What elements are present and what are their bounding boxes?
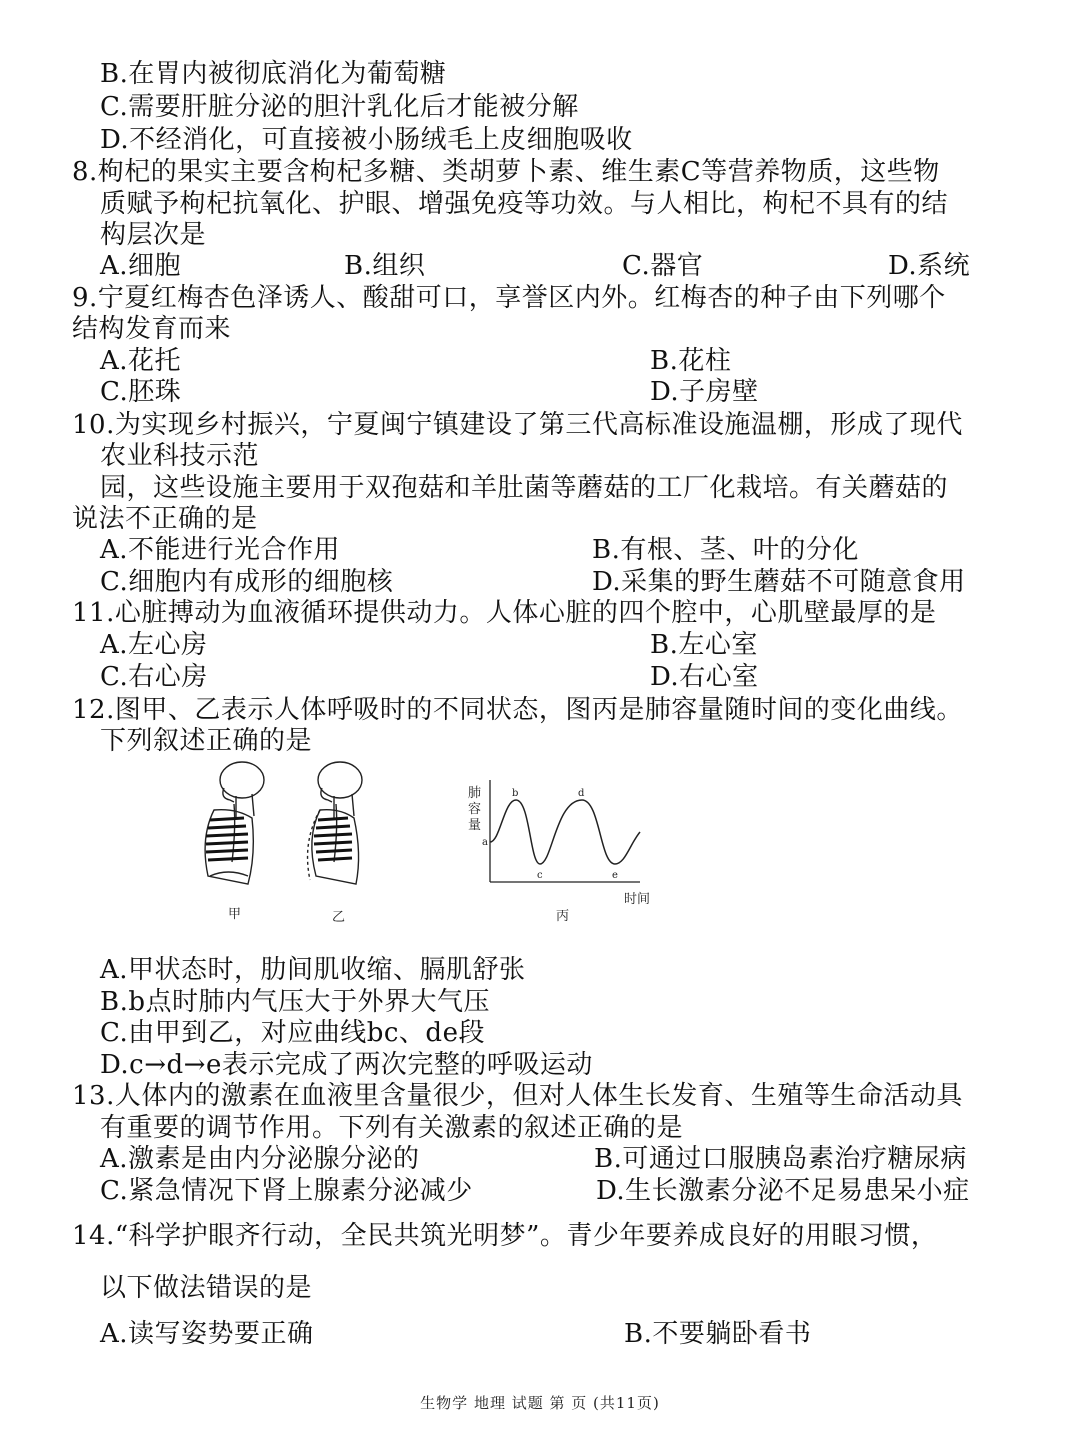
point-b: b [512, 788, 519, 799]
q9-option-c: C.胚珠 [100, 377, 182, 407]
q10-option-c: C.细胞内有成形的细胞核 [100, 567, 394, 597]
q7-option-d: D.不经消化，可直接被小肠绒毛上皮细胞吸收 [100, 125, 633, 155]
label-jia: 甲 [228, 907, 242, 922]
q13-stem-line2: 有重要的调节作用。下列有关激素的叙述正确的是 [100, 1113, 684, 1143]
q8-option-b: B.组织 [344, 251, 426, 281]
q12-option-c: C.由甲到乙，对应曲线bc、de段 [100, 1018, 485, 1048]
q8-stem-line2: 质赋予枸杞抗氧化、护眼、增强免疫等功效。与人相比，枸杞不具有的结 [100, 189, 949, 219]
q10-option-a: A.不能进行光合作用 [100, 535, 341, 565]
label-yi: 乙 [332, 910, 346, 925]
q8-stem-line3: 构层次是 [100, 220, 207, 250]
q8-option-d: D.系统 [888, 251, 971, 281]
q10-option-d: D.采集的野生蘑菇不可随意食用 [592, 567, 966, 597]
q9-stem-line2: 结构发育而来 [72, 314, 232, 344]
q11-option-b: B.左心室 [650, 630, 758, 660]
q12-option-a: A.甲状态时，肋间肌收缩、膈肌舒张 [100, 955, 526, 985]
q11-option-d: D.右心室 [650, 662, 759, 692]
breathing-figure-yi [300, 758, 390, 898]
q14-option-b: B.不要躺卧看书 [624, 1319, 812, 1349]
q13-option-a: A.激素是由内分泌腺分泌的 [100, 1144, 420, 1174]
label-bing: 丙 [556, 909, 570, 924]
q9-stem-line1: 9.宁夏红梅杏色泽诱人、酸甜可口，享誉区内外。红梅杏的种子由下列哪个 [72, 283, 946, 313]
q14-stem-line1: 14.“科学护眼齐行动，全民共筑光明梦”。青少年要养成良好的用眼习惯， [72, 1221, 938, 1251]
q10-stem-line2: 农业科技示范 [100, 441, 260, 471]
q14-stem-line2: 以下做法错误的是 [100, 1273, 313, 1303]
point-e: e [612, 870, 618, 881]
q12-option-d: D.c→d→e表示完成了两次完整的呼吸运动 [100, 1050, 593, 1080]
q8-option-c: C.器官 [622, 251, 704, 281]
x-axis-label: 时间 [624, 892, 651, 907]
q11-stem: 11.心脏搏动为血液循环提供动力。人体心脏的四个腔中，心肌壁最厚的是 [72, 598, 937, 628]
q14-option-a: A.读写姿势要正确 [100, 1319, 314, 1349]
q10-stem-line3: 园，这些设施主要用于双孢菇和羊肚菌等蘑菇的工厂化栽培。有关蘑菇的 [100, 473, 949, 503]
breathing-figure-jia [196, 758, 276, 898]
point-c: c [537, 870, 543, 881]
point-a: a [482, 837, 488, 848]
q9-option-d: D.子房壁 [650, 377, 759, 407]
q10-stem-line4: 说法不正确的是 [72, 504, 258, 534]
q7-option-c: C.需要肝脏分泌的胆汁乳化后才能被分解 [100, 92, 579, 122]
q13-option-c: C.紧急情况下肾上腺素分泌减少 [100, 1176, 473, 1206]
q13-stem-line1: 13.人体内的激素在血液里含量很少，但对人体生长发育、生殖等生命活动具 [72, 1081, 963, 1111]
q7-option-b: B.在胃内被彻底消化为葡萄糖 [100, 59, 447, 89]
q13-option-d: D.生长激素分泌不足易患呆小症 [596, 1176, 970, 1206]
y-axis-label: 肺容量 [468, 786, 482, 833]
q8-option-a: A.细胞 [100, 251, 182, 281]
q12-option-b: B.b点时肺内气压大于外界大气压 [100, 987, 491, 1017]
q10-option-b: B.有根、茎、叶的分化 [592, 535, 859, 565]
q9-option-b: B.花柱 [650, 346, 732, 376]
lung-volume-curve [460, 772, 650, 912]
q8-stem-line1: 8.枸杞的果实主要含枸杞多糖、类胡萝卜素、维生素C等营养物质，这些物 [72, 157, 940, 187]
q9-option-a: A.花托 [100, 346, 182, 376]
volume-curve [490, 800, 640, 864]
point-d: d [578, 788, 585, 799]
q11-option-c: C.右心房 [100, 662, 208, 692]
q12-stem-line1: 12.图甲、乙表示人体呼吸时的不同状态，图丙是肺容量随时间的变化曲线。 [72, 695, 963, 725]
q11-option-a: A.左心房 [100, 630, 208, 660]
q12-stem-line2: 下列叙述正确的是 [100, 726, 313, 756]
page-footer: 生物学 地理 试题 第 页 (共11页) [420, 1394, 660, 1412]
q10-stem-line1: 10.为实现乡村振兴，宁夏闽宁镇建设了第三代高标准设施温棚，形成了现代 [72, 410, 963, 440]
q13-option-b: B.可通过口服胰岛素治疗糖尿病 [594, 1144, 967, 1174]
